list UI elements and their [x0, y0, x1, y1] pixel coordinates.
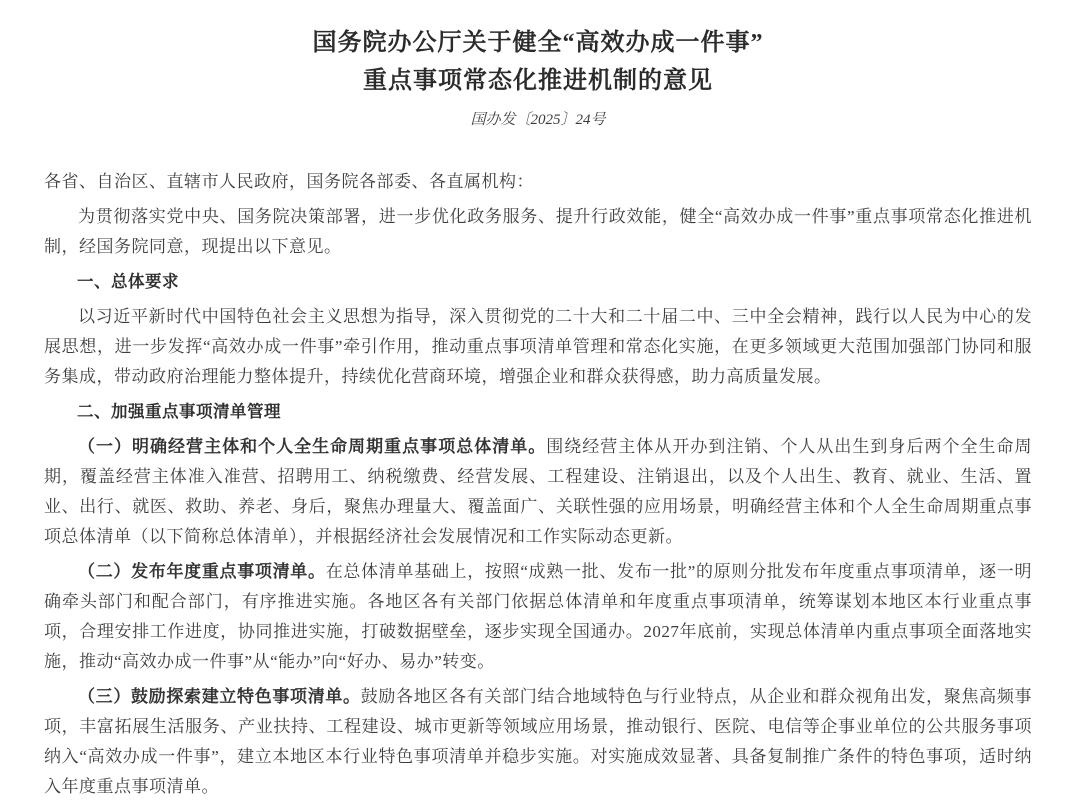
item-3-text: 鼓励各地区各有关部门结合地域特色与行业特点，从企业和群众视角出发，聚焦高频事项，丰富拓展生活服务、产业扶持、工程建设、城市更新等领域应用场景，推动银行、医院、电信等企事业单位的公共服务事项纳入“高效办成一件事”，建立本地区本行业特色事项清单并稳步实施。对实施成效显著、具备复制推广条件的特色事项，适时纳入年度重点事项清单。	[44, 687, 1033, 796]
section-1-paragraph: 以习近平新时代中国特色社会主义思想为指导，深入贯彻党的二十大和二十届二中、三中全会精神，践行以人民为中心的发展思想，进一步发挥“高效办成一件事”牵引作用，推动重点事项清单管理和常态化实施，在更多领域更大范围加强部门协同和服务集成，带动政府治理能力整体提升，持续优化营商环境，增强企业和群众获得感，助力高质量发展。	[44, 307, 1032, 386]
document-body	[44, 167, 1032, 802]
document-title-line2: 重点事项常态化推进机制的意见	[363, 68, 713, 94]
salutation-line: 各省、自治区、直辖市人民政府，国务院各部委、各直属机构：	[44, 172, 534, 191]
document-number: 国办发〔2025〕24号	[470, 112, 606, 128]
document-title	[44, 24, 1032, 100]
item-2-lead: （二）发布年度重点事项清单。	[78, 562, 326, 581]
section-heading-1: 一、总体要求	[77, 273, 179, 291]
document-title-line1: 国务院办公厅关于健全“高效办成一件事”	[312, 30, 764, 56]
item-paragraph-3	[44, 682, 1032, 802]
item-1-lead: （一）明确经营主体和个人全生命周期重点事项总体清单。	[78, 437, 547, 456]
item-paragraph-1	[44, 432, 1032, 552]
item-paragraph-2	[44, 557, 1032, 677]
intro-paragraph: 为贯彻落实党中央、国务院决策部署，进一步优化政务服务、提升行政效能，健全“高效办成一件事”重点事项常态化推进机制，经国务院同意，现提出以下意见。	[44, 207, 1032, 256]
item-1-text: 围绕经营主体从开办到注销、个人从出生到身后两个全生命周期，覆盖经营主体准入准营、招聘用工、纳税缴费、经营发展、工程建设、注销退出，以及个人出生、教育、就业、生活、置业、出行、就医、救助、养老、身后，聚焦办理量大、覆盖面广、关联性强的应用场景，明确经营主体和个人全生命周期重点事项总体清单（以下简称总体清单），并根据经济社会发展情况和工作实际动态更新。	[44, 437, 1032, 546]
item-2-text: 在总体清单基础上，按照“成熟一批、发布一批”的原则分批发布年度重点事项清单，逐一明确牵头部门和配合部门，有序推进实施。各地区各有关部门依据总体清单和年度重点事项清单，统筹谋划本地区本行业重点事项，合理安排工作进度，协同推进实施，打破数据壁垒，逐步实现全国通办。2027年底前，实现总体清单内重点事项全面落地实施，推动“高效办成一件事”从“能办”向“好办、易办”转变。	[44, 562, 1033, 671]
section-heading-2: 二、加强重点事项清单管理	[77, 403, 281, 421]
item-3-lead: （三）鼓励探索建立特色事项清单。	[78, 687, 361, 706]
